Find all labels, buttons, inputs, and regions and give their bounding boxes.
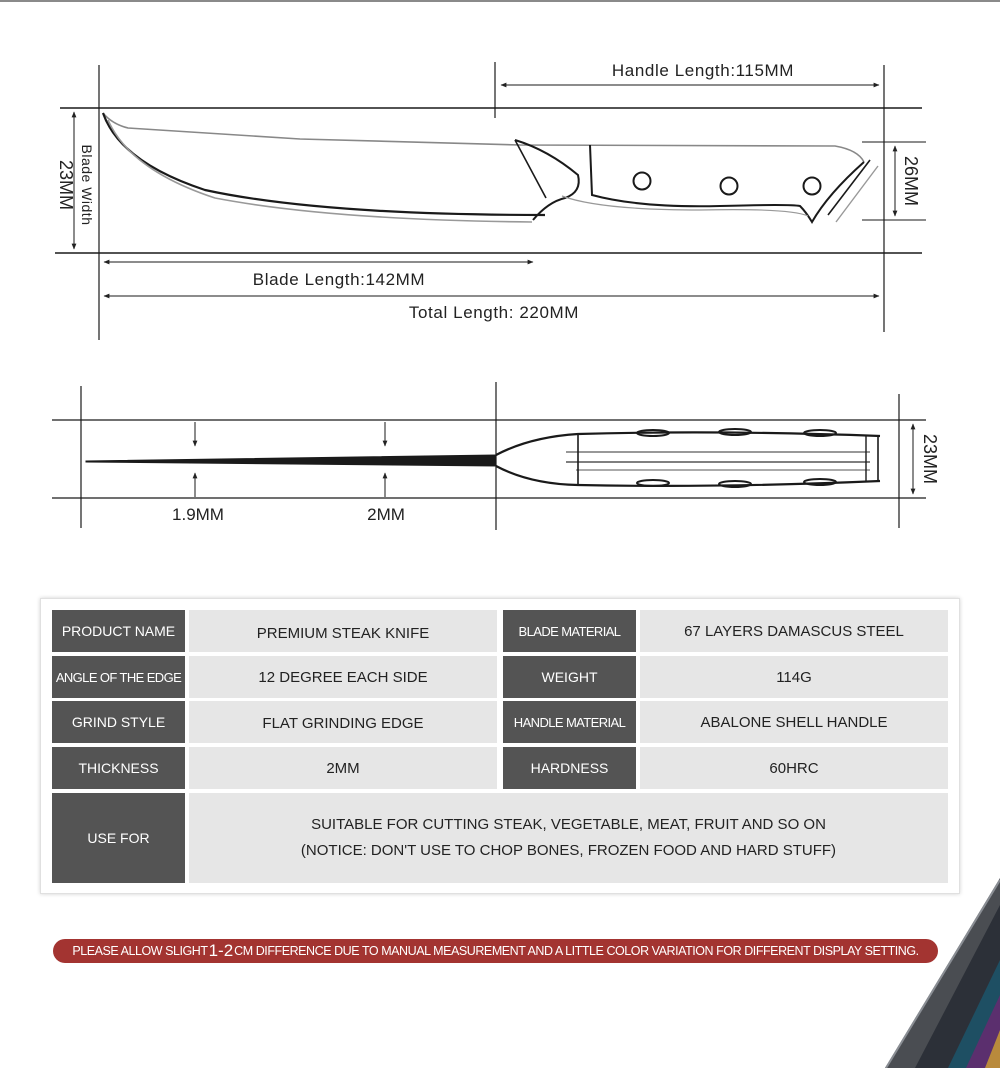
rivet-3 xyxy=(804,178,821,195)
blade-width-label: Blade Width xyxy=(79,144,95,226)
spine-thickness-label: 2MM xyxy=(367,505,405,524)
bolster-front xyxy=(515,140,546,198)
blade-length-label: Blade Length:142MM xyxy=(252,270,426,289)
blade-width-value: 23MM xyxy=(56,159,76,211)
edge-angle-label: ANGLE OF THE EDGE xyxy=(52,656,185,698)
side-view xyxy=(55,62,926,340)
pin-bottom-2 xyxy=(719,481,751,487)
weight-label: WEIGHT xyxy=(503,656,636,698)
bolster-curve xyxy=(515,140,579,220)
blade-profile xyxy=(86,455,496,466)
use-for-label: USE FOR xyxy=(52,793,185,883)
edge-angle-value: 12 DEGREE EACH SIDE xyxy=(189,656,497,698)
knife-photo-corner xyxy=(885,878,1000,1068)
pommel-line-1 xyxy=(828,160,870,215)
blade-material-label: BLADE MATERIAL xyxy=(503,610,636,652)
hardness-value: 60HRC xyxy=(640,747,948,789)
notice-suffix: CM DIFFERENCE DUE TO MANUAL MEASUREMENT AND A LITTLE COLOR VARIATION FOR DIFFERENT DISPLAY SETTING. xyxy=(234,944,919,958)
pommel-line-2 xyxy=(836,166,878,222)
handle-material-value: ABALONE SHELL HANDLE xyxy=(640,701,948,743)
blade-material-value: 67 LAYERS DAMASCUS STEEL xyxy=(640,610,948,652)
notice-prefix: PLEASE ALLOW SLIGHT xyxy=(72,944,208,958)
rivet-1 xyxy=(634,173,651,190)
weight-value: 114G xyxy=(640,656,948,698)
bolster-bottom xyxy=(496,466,880,486)
product-name-label: PRODUCT NAME xyxy=(52,610,185,652)
handle-material-label: HANDLE MATERIAL xyxy=(503,701,636,743)
product-name-value: PREMIUM STEAK KNIFE xyxy=(189,610,497,652)
grind-style-value: FLAT GRINDING EDGE xyxy=(189,701,497,743)
handle-length-label: Handle Length:115MM xyxy=(611,61,795,80)
handle-width-label: 26MM xyxy=(901,155,921,207)
thickness-label: THICKNESS xyxy=(52,747,185,789)
rivet-2 xyxy=(721,178,738,195)
notice-range: 1-2 xyxy=(208,941,234,960)
use-for-line-2: (NOTICE: DON'T USE TO CHOP BONES, FROZEN FOOD AND HARD STUFF) xyxy=(300,842,837,859)
use-for-value xyxy=(189,793,948,883)
pin-bottom-1 xyxy=(637,480,669,486)
blade-edge xyxy=(103,113,545,215)
use-for-line-1: SUITABLE FOR CUTTING STEAK, VEGETABLE, MEAT, FRUIT AND SO ON xyxy=(311,816,826,833)
handle-outline xyxy=(590,145,864,222)
hardness-label: HARDNESS xyxy=(503,747,636,789)
grind-style-label: GRIND STYLE xyxy=(52,701,185,743)
measurement-notice xyxy=(53,939,938,963)
spec-table xyxy=(40,598,960,894)
blade-spine xyxy=(103,113,864,162)
thickness-value: 2MM xyxy=(189,747,497,789)
handle-thickness-label: 23MM xyxy=(920,433,940,485)
total-length-label: Total Length: 220MM xyxy=(408,303,580,322)
tip-thickness-label: 1.9MM xyxy=(172,505,224,524)
